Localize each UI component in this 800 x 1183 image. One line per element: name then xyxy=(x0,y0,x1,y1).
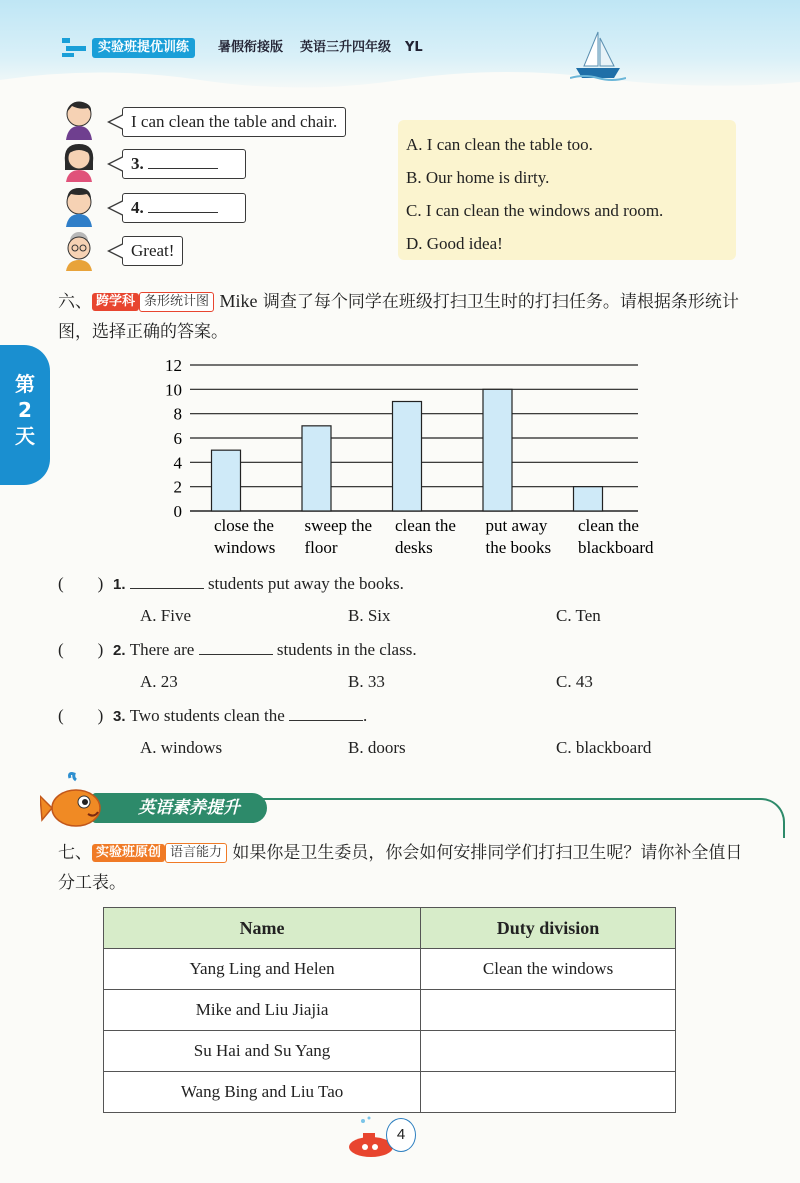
table-cell-name: Su Hai and Su Yang xyxy=(104,1031,421,1072)
table-cell-duty-blank[interactable] xyxy=(421,1072,676,1113)
table-cell-duty-blank[interactable] xyxy=(421,990,676,1031)
side-tab-char-2: 2 xyxy=(18,398,32,422)
y-tick-label: 6 xyxy=(173,429,182,448)
question-text: Two students clean the xyxy=(129,706,290,725)
x-tick-label: windows xyxy=(214,538,276,557)
question-number: 1. xyxy=(113,576,130,593)
table-cell-duty: Clean the windows xyxy=(421,949,676,990)
question-text: There are xyxy=(129,640,199,659)
fish-mascot-icon xyxy=(40,772,110,832)
x-tick-label: clean the xyxy=(578,516,639,535)
girl-avatar-icon xyxy=(60,140,98,182)
day-side-tab xyxy=(0,345,50,485)
question-blank[interactable] xyxy=(199,637,273,655)
question-blank[interactable] xyxy=(289,703,363,721)
answer-paren[interactable]: ( ) xyxy=(58,574,104,593)
dialogue-line-4: Great! xyxy=(131,241,175,260)
table-cell-name: Yang Ling and Helen xyxy=(104,949,421,990)
question-1 xyxy=(58,571,404,597)
question-3-option-a: A. windows xyxy=(140,738,223,757)
section-7-number: 七、 xyxy=(58,843,92,863)
question-1-option-c: C. Ten xyxy=(556,606,601,625)
question-2-option-c: C. 43 xyxy=(556,672,593,691)
chart-bars xyxy=(212,389,603,511)
chart-y-ticks xyxy=(165,356,183,521)
table-row xyxy=(104,990,676,1031)
x-tick-label: close the xyxy=(214,516,274,535)
y-tick-label: 12 xyxy=(165,356,182,375)
dialogue-line-1: I can clean the table and chair. xyxy=(131,112,338,131)
x-tick-label: blackboard xyxy=(578,538,654,557)
section-7-text: 如果你是卫生委员，你会如何安排同学们打扫卫生呢？请你补全值日分工表。 xyxy=(58,843,743,893)
x-tick-label: put away xyxy=(485,516,548,535)
original-tag: 实验班原创 xyxy=(92,844,165,862)
question-3-option-c: C. blackboard xyxy=(556,738,652,757)
question-text: . xyxy=(363,706,368,725)
section-7-instructions xyxy=(58,838,758,898)
blank-number-3: 3. xyxy=(131,154,144,173)
edition-label: 暑假衔接版 xyxy=(218,40,284,55)
section-6-instructions xyxy=(58,286,758,347)
blank-number-4: 4. xyxy=(131,198,144,217)
bar-2 xyxy=(393,402,422,512)
x-tick-label: the books xyxy=(485,538,552,557)
table-row xyxy=(104,1031,676,1072)
section-6-number: 六、 xyxy=(58,292,92,312)
bar-4 xyxy=(574,487,603,511)
dialogue-bubble-3 xyxy=(122,193,246,223)
dialogue-bubble-2 xyxy=(122,149,246,179)
option-d: D. Good idea! xyxy=(406,234,503,253)
duty-division-table xyxy=(103,907,676,1113)
section-6-text: 调查了每个同学在班级打扫卫生时的打扫任务。请根据条形统计图，选择正确的答案。 xyxy=(58,292,739,342)
brand-logo-icon xyxy=(62,36,88,58)
question-2 xyxy=(58,637,417,663)
bar-chart-tag: 条形统计图 xyxy=(139,292,214,312)
table-row xyxy=(104,949,676,990)
y-tick-label: 2 xyxy=(173,477,182,497)
table-cell-duty-blank[interactable] xyxy=(421,1031,676,1072)
boy-glasses-avatar-icon xyxy=(60,185,98,227)
dialogue-bubble-4 xyxy=(122,236,183,266)
question-number: 2. xyxy=(113,642,130,659)
cleaning-tasks-bar-chart xyxy=(150,355,660,570)
section-6-name: Mike xyxy=(219,291,258,311)
table-cell-name: Wang Bing and Liu Tao xyxy=(104,1072,421,1113)
literacy-banner xyxy=(40,790,760,840)
cross-subject-tag: 跨学科 xyxy=(92,293,139,311)
question-text: students put away the books. xyxy=(203,574,404,593)
bar-3 xyxy=(483,389,512,511)
answer-blank-3[interactable] xyxy=(148,151,218,169)
option-a: A. I can clean the table too. xyxy=(406,135,593,154)
y-tick-label: 4 xyxy=(173,453,182,473)
option-c: C. I can clean the windows and room. xyxy=(406,201,664,220)
table-cell-name: Mike and Liu Jiajia xyxy=(104,990,421,1031)
side-tab-char-1: 第 xyxy=(15,372,35,396)
answer-blank-4[interactable] xyxy=(148,195,218,213)
y-tick-label: 8 xyxy=(173,404,182,424)
sailboat-icon xyxy=(570,30,626,82)
question-1-option-a: A. Five xyxy=(140,606,191,625)
bar-0 xyxy=(212,450,241,511)
table-header-name: Name xyxy=(104,908,421,949)
option-b: B. Our home is dirty. xyxy=(406,168,550,187)
answer-paren[interactable]: ( ) xyxy=(58,706,104,725)
table-header-duty: Duty division xyxy=(421,908,676,949)
grandma-avatar-icon xyxy=(60,229,98,271)
question-blank[interactable] xyxy=(130,571,204,589)
question-number: 3. xyxy=(113,708,130,725)
answer-paren[interactable]: ( ) xyxy=(58,640,104,659)
chart-x-labels xyxy=(214,516,654,557)
question-2-option-a: A. 23 xyxy=(140,672,178,691)
x-tick-label: sweep the xyxy=(304,516,373,535)
x-tick-label: desks xyxy=(395,538,433,557)
answer-options-box xyxy=(398,120,736,260)
version-label: YL xyxy=(405,40,423,55)
table-row xyxy=(104,1072,676,1113)
dialogue-bubble-1 xyxy=(122,107,346,137)
brand-label: 实验班提优训练 xyxy=(92,38,195,58)
question-3-option-b: B. doors xyxy=(348,738,406,757)
bar-1 xyxy=(302,426,331,511)
wave-decoration xyxy=(0,60,800,100)
boy-avatar-icon xyxy=(60,98,98,140)
page-number: 4 xyxy=(386,1118,416,1152)
x-tick-label: clean the xyxy=(395,516,456,535)
y-tick-label: 10 xyxy=(165,380,182,400)
subject-label: 英语三升四年级 xyxy=(300,40,392,55)
question-2-option-b: B. 33 xyxy=(348,672,385,691)
banner-label: 英语素养提升 xyxy=(92,793,267,823)
side-tab-char-3: 天 xyxy=(15,424,35,448)
question-1-option-b: B. Six xyxy=(348,606,391,625)
language-ability-tag: 语言能力 xyxy=(165,843,227,863)
x-tick-label: floor xyxy=(304,538,338,557)
y-tick-label: 0 xyxy=(173,502,182,521)
question-3 xyxy=(58,703,367,729)
question-text: students in the class. xyxy=(272,640,417,659)
